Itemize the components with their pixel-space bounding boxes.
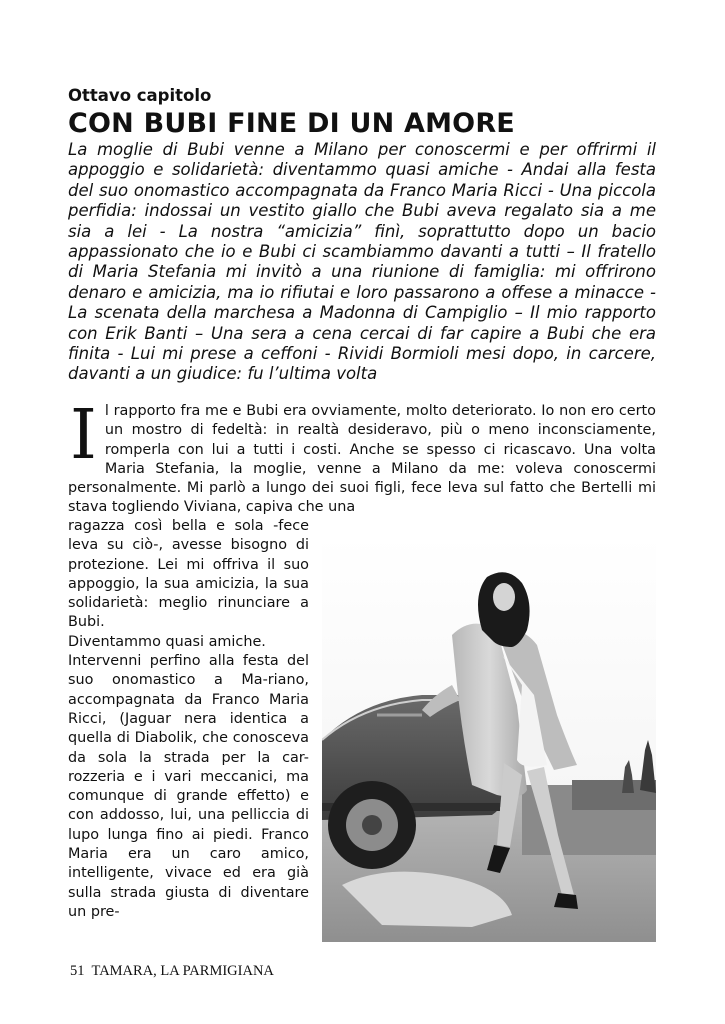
drop-cap: I (70, 396, 97, 475)
body-column-narrow (68, 517, 309, 922)
page-footer (70, 963, 274, 980)
narrow-paragraph-1: ragazza così bella e sola -fece leva su ciò-, avesse bisogno di protezione. Lei mi offriva il suo appoggio, la sua amicizia, la sua solidarietà: meglio rinunciare a Bubi. (68, 518, 309, 631)
chapter-title: CON BUBI FINE DI UN AMORE (68, 108, 515, 139)
book-title: TAMARA, LA PARMIGIANA (91, 963, 274, 979)
body-paragraph-full-width (68, 396, 656, 518)
photo-woman-with-car (322, 535, 656, 942)
chapter-summary: La moglie di Bubi venne a Milano per conoscermi e per offrirmi il appoggio e solidarietà: diventammo quasi amiche - Andai alla festa del suo onomastico accompagnata da Franco Maria Ricci - Una piccola perfidia: indossai un vestito giallo che Bubi aveva regalato sia a me sia a lei - La nostra “amicizia” finì, soprattutto dopo un bacio appassionato che io e Bubi ci scambiammo davanti a tutti – Il fratello di Maria Stefania mi invitò a una riunione di famiglia: mi offrirono denaro e amicizia, ma io rifiutai e loro passarono a offese a minacce - La scenata della marchesa a Madonna di Campiglio – Il mio rapporto con Erik Banti – Una sera a cena cercai di far capire a Bubi che era finita - Lui mi prese a ceffoni - Rividi Bormioli mesi dopo, in carcere, davanti a un giudice: fu l’ultima volta (68, 140, 656, 384)
page-number: 51 (70, 963, 85, 979)
narrow-paragraph-3: Intervenni perfino alla festa del suo onomastico a Ma-riano, accompagnata da Franco Maria Ricci, (Jaguar nera identica a quella di Diabolik, che conosceva da sola la strada per la car-rozzeria e i vari meccanici, ma comunque di grande effetto) e con addosso, lui, una pelliccia di lupo lunga fino ai piedi. Franco Maria era un caro amico, intelligente, vivace ed era già sulla strada giusta di diventare un pre- (68, 653, 309, 920)
narrow-paragraph-2: Diventammo quasi amiche. (68, 633, 266, 650)
chapter-label: Ottavo capitolo (68, 86, 212, 105)
body-paragraph-text: l rapporto fra me e Bubi era ovviamente, molto deteriorato. Io non ero certo un mostro di fedeltà: in realtà desideravo, più o meno inconsciamente, romperla con lui a tutti i costi. Anche se spesso ci ricascavo. Una volta Maria Stefania, la moglie, venne a Milano da me: voleva conoscermi personalmente. Mi parlò a lungo dei suoi figli, fece leva sul fatto che Bertelli mi stava togliendo Viviana, capiva che una (68, 403, 656, 516)
